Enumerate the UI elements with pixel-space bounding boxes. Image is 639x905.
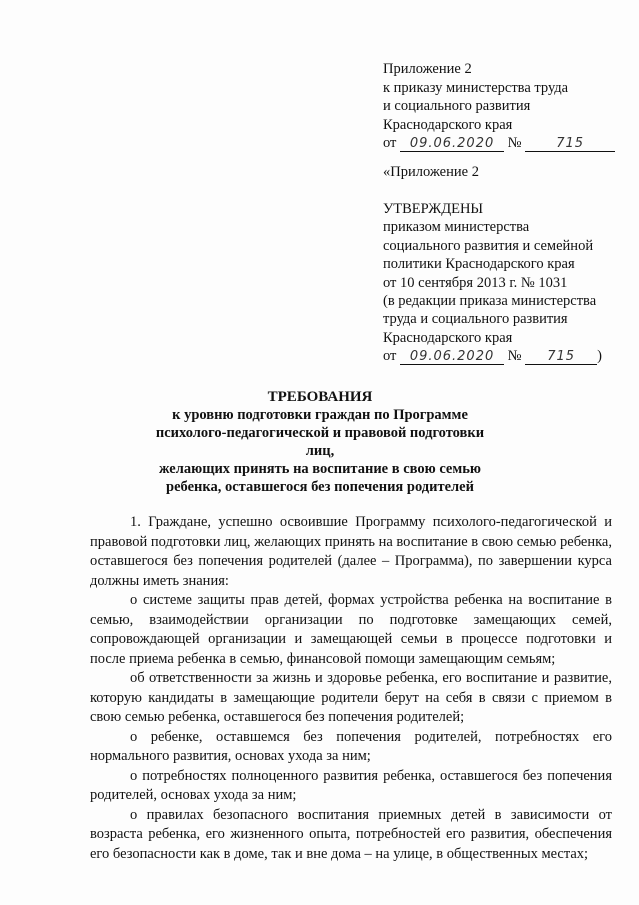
heading-title: ТРЕБОВАНИЯ [267, 389, 373, 405]
annex-line-3: и социального развития [383, 98, 531, 114]
approved-line-2: социального развития и семейной [383, 237, 594, 254]
approved-line-4: от 10 сентября 2013 г. № 1031 [383, 274, 568, 291]
handwritten-date: 09.06.2020 [400, 348, 504, 365]
approved-block [383, 200, 623, 366]
heading-line-4: ребенка, оставшегося без попечения родителей [166, 479, 474, 495]
document-body [90, 513, 612, 864]
heading-line-2: психолого-педагогической и правовой подготовки лиц, [155, 425, 485, 459]
annex-line-2: к приказу министерства труда [383, 79, 569, 96]
approved-line-5: (в редакции приказа министерства [383, 293, 597, 310]
heading-line-1: к уровню подготовки граждан по Программе [172, 407, 468, 423]
handwritten-number: 715 [525, 348, 597, 365]
heading-line-3: желающих принять на воспитание в свою семью [158, 461, 481, 477]
document-heading [150, 388, 490, 496]
body-paragraph-1: 1. Граждане, успешно освоившие Программу психолого-педагогической и правовой подготовки лиц, желающих принять на воспитание в свою семью ребенка, оставшегося без попечения родителей (далее – Программа), по завершении курса должны иметь знания: [90, 514, 612, 589]
number-label: № [507, 135, 522, 151]
approved-date-line [383, 347, 623, 365]
body-paragraph-3: об ответственности за жизнь и здоровье ребенка, его воспитание и развитие, которую кандидаты в замещающие родители берут на себя в связи с приемом в свою семью ребенка, оставшегося без попечения родителей; [90, 670, 612, 725]
handwritten-date: 09.06.2020 [400, 135, 504, 152]
annex-header [383, 60, 623, 153]
handwritten-number: 715 [525, 135, 615, 152]
approved-line-7: Краснодарского края [383, 329, 513, 346]
annex-quote [383, 163, 623, 182]
body-paragraph-6: о правилах безопасного воспитания приемных детей в зависимости от возраста ребенка, его жизненного опыта, потребностей его развития, обеспечения его безопасности как в доме, так и вне дома – на улице, в общественных местах; [90, 806, 612, 862]
close-paren: ) [597, 348, 602, 365]
body-paragraph-4: о ребенке, оставшемся без попечения родителей, потребностях его нормального развития, основах ухода за ним; [90, 728, 612, 764]
body-paragraph-5: о потребностях полноценного развития ребенка, оставшегося без попечения родителей, основах ухода за ним; [90, 767, 612, 803]
body-paragraph-2: о системе защиты прав детей, формах устройства ребенка на воспитание в семью, взаимодействии организации по подготовке замещающих семей, сопровождающей организации и замещающей семьи в процессе подготовки и после приема ребенка в семью, финансовой помощи замещающим семьям; [90, 592, 612, 667]
from-label: от [383, 135, 397, 151]
from-label: от [383, 348, 397, 365]
annex-line-1: Приложение 2 [383, 61, 472, 77]
annex-line-4: Краснодарского края [383, 116, 513, 133]
annex-date-line [383, 134, 623, 153]
approved-line-6: труда и социального развития [383, 311, 568, 328]
number-label: № [507, 348, 522, 365]
approved-title: УТВЕРЖДЕНЫ [383, 201, 484, 217]
annex-quote-line: «Приложение 2 [383, 164, 479, 180]
approved-line-3: политики Краснодарского края [383, 256, 575, 273]
approved-line-1: приказом министерства [383, 219, 530, 236]
